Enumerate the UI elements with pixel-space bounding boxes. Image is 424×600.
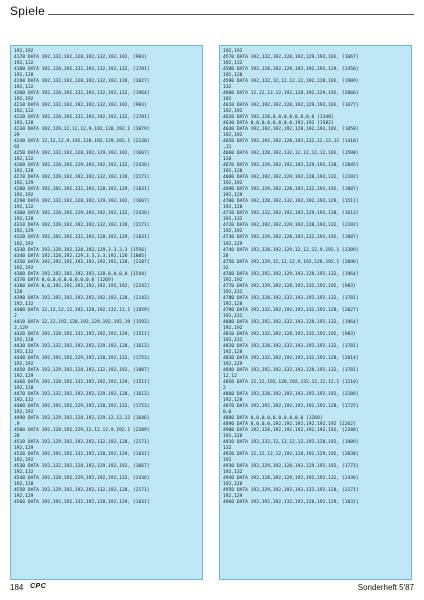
listing-line: 4880 DATA 0,0,0,0,0,0,0,0,0,0 [1269] bbox=[223, 415, 323, 421]
listing-line: 192,128 bbox=[14, 217, 34, 223]
listing-line: ,12 bbox=[223, 145, 232, 151]
listing-line: 4690 DATA 192,129,192,128,192,132,192,192, [1887] bbox=[223, 187, 359, 193]
listing-line: ,9 bbox=[14, 421, 20, 427]
listing-line: 192,132 bbox=[14, 61, 34, 67]
page-footer bbox=[10, 583, 414, 595]
listing-line: 4370 DATA 0,0,0,0,0,0,0,0,0,0 [1269] bbox=[14, 277, 114, 283]
listing-line: 4730 DATA 192,129,192,128,192,132,192,192, [1887] bbox=[223, 235, 359, 241]
listing-line: 2 bbox=[14, 313, 17, 319]
listing-line: 4340 DATA 192,128,192,129,3,3,3,3,192,128 [1805] bbox=[14, 253, 147, 259]
listing-line: 4890 DATA 0,0,0,0,192,192,192,192,192,192 [2262] bbox=[223, 421, 356, 427]
listing-line: 4550 DATA 192,129,192,192,192,132,192,128, [2171] bbox=[14, 488, 150, 494]
listing-line: 192,192 bbox=[14, 193, 34, 199]
listing-line: 4700 DATA 192,128,192,132,192,192,192,129, [1511] bbox=[223, 199, 359, 205]
listing-line: 2 bbox=[223, 385, 226, 391]
listing-line: 192,129 bbox=[223, 241, 243, 247]
listing-line: 28 bbox=[14, 434, 20, 439]
page-number: 184 bbox=[10, 583, 24, 592]
listing-line: 4260 DATA 192,128,192,129,192,192,192,132, [2436] bbox=[14, 163, 150, 169]
listing-line: 4210 DATA 192,132,192,192,192,132,192,192, [983] bbox=[14, 103, 147, 109]
listing-line: 4910 DATA 192,132,12,12,12,12,192,128,192, [1909] bbox=[223, 440, 359, 446]
listing-line: 192,129 bbox=[14, 446, 34, 452]
listing-line: 192,132 bbox=[14, 157, 34, 163]
listing-line: 192,129 bbox=[14, 229, 34, 235]
listing-line: 4680 DATA 192,192,192,129,192,128,192,132, [2192] bbox=[223, 175, 359, 181]
listing-line: 4960 DATA 192,192,192,132,192,128,192,129, [1831] bbox=[223, 500, 359, 506]
listing-line: 192,132 bbox=[223, 313, 243, 319]
listing-line: 192,128 bbox=[14, 121, 34, 127]
listing-line: 4780 DATA 192,128,192,132,192,192,192,132, [1781] bbox=[223, 295, 359, 301]
listing-line: 192,128 bbox=[14, 337, 34, 343]
listing-line: 4830 DATA 192,132,192,192,192,132,192,128, [2014] bbox=[223, 355, 359, 361]
listing-line: 192,128 bbox=[14, 385, 34, 391]
listing-line: 192 bbox=[223, 97, 232, 103]
listing-line: 4430 DATA 192,132,192,192,192,129,192,128, [1613] bbox=[14, 343, 150, 349]
listing-line: 4320 DATA 192,192,192,132,192,128,192,129, [1831] bbox=[14, 235, 150, 241]
listing-line: 12,12 bbox=[223, 373, 237, 379]
listing-line: 4220 DATA 192,128,192,132,192,192,192,132, [1781] bbox=[14, 115, 150, 121]
listing-line: 192,132 bbox=[223, 289, 243, 295]
issue-label: Sonderheft 5'87 bbox=[357, 583, 414, 592]
listing-line: 192,129 bbox=[223, 361, 243, 367]
listing-line: 4510 DATA 192,129,192,192,192,132,192,128, [2171] bbox=[14, 440, 150, 446]
listing-line: 4620 DATA 192,128,0,0,0,0,0,0,0,0 [1348] bbox=[223, 115, 334, 121]
listing-line: 4590 DATA 192,132,12,12,12,12,192,128,192, [1909] bbox=[223, 79, 359, 85]
listing-line: 192,128 bbox=[14, 482, 34, 488]
listing-column-left bbox=[10, 45, 203, 580]
listing-line: 192,132 bbox=[223, 470, 243, 476]
listing-line: 4860 DATA 192,128,192,192,192,192,192,192, [2288] bbox=[223, 391, 359, 397]
listing-line: 0,0 bbox=[223, 409, 232, 415]
listing-line: 192,128 bbox=[223, 169, 243, 175]
listing-line: 4580 DATA 192,128,192,129,192,192,192,129, [2456] bbox=[223, 67, 359, 73]
listing-line: 192,192 bbox=[223, 229, 243, 235]
listing-line: 192,128 bbox=[14, 73, 34, 79]
listing-line: 4630 DATA 0,0,0,0,0,0,0,0,192,192 [1582] bbox=[223, 121, 334, 127]
listing-line: 192,129 bbox=[223, 494, 243, 500]
listing-line: 192,129 bbox=[14, 181, 34, 187]
listing-line: 4280 DATA 192,192,192,132,192,128,192,129, [1831] bbox=[14, 187, 150, 193]
listing-line: 4190 DATA 192,132,192,128,192,132,192,128, [2027] bbox=[14, 79, 150, 85]
listing-line: 4300 DATA 192,128,192,129,192,192,192,132, [2436] bbox=[14, 211, 150, 217]
listing-line: 192 bbox=[223, 458, 232, 464]
listing-line: 32 bbox=[223, 265, 229, 271]
listing-line: 4520 DATA 192,192,192,132,192,128,192,129, [1831] bbox=[14, 452, 150, 458]
listing-line: 132 bbox=[223, 85, 232, 91]
page-header bbox=[10, 2, 414, 24]
listing-line: 4640 DATA 192,192,192,192,128,192,192,192, [1858] bbox=[223, 127, 359, 133]
listing-line: 192,132 bbox=[14, 470, 34, 476]
listing-line: 4230 DATA 192,129,12,12,12,9,192,128,192,1 [2079] bbox=[14, 127, 150, 133]
listing-line: 4440 DATA 192,192,192,129,192,128,192,132, [1753] bbox=[14, 355, 150, 361]
listing-line: 192,132 bbox=[14, 109, 34, 115]
listing-line: 4500 DATA 192,128,192,129,12,12,12,9,192,1 [2209] bbox=[14, 427, 150, 433]
listing-line: 4390 DATA 192,192,192,192,192,192,192,128, [2143] bbox=[14, 295, 150, 301]
listing-line: 192,128 bbox=[14, 169, 34, 175]
listing-line: 4530 DATA 192,132,192,128,192,129,192,192, [1667] bbox=[14, 464, 150, 470]
listing-line: 4600 DATA 12,12,12,12,192,128,192,129,192, [2066] bbox=[223, 91, 359, 97]
listing-line: 4900 DATA 192,128,192,192,192,192,192,192, [2288] bbox=[223, 427, 359, 433]
listing-line: 4570 DATA 192,132,192,128,192,129,192,192, [1667] bbox=[223, 55, 359, 61]
listing-line: 192,132 bbox=[14, 205, 34, 211]
magazine-logo: CPC bbox=[30, 583, 47, 590]
listing-line: 4200 DATA 192,128,192,132,192,132,192,132, [1964] bbox=[14, 91, 150, 97]
listing-line: 128 bbox=[14, 289, 23, 295]
listing-line: 4460 DATA 192,128,192,132,192,192,192,129, [1511] bbox=[14, 379, 150, 385]
listing-line: 4820 DATA 192,128,192,132,192,192,192,132, [1781] bbox=[223, 343, 359, 349]
listing-line: 4470 DATA 192,132,192,192,192,129,192,128, [1613] bbox=[14, 391, 150, 397]
listing-line: 4170 DATA 192,132,192,128,192,132,192,192, [983] bbox=[14, 55, 147, 61]
listing-line: 192,132 bbox=[223, 337, 243, 343]
listing-line: 4560 DATA 192,192,192,132,192,128,192,129, [1831] bbox=[14, 500, 150, 506]
listing-line: 192,132 bbox=[223, 61, 243, 67]
listing-line: 192,192 bbox=[223, 109, 243, 115]
section-title: Spiele bbox=[10, 4, 46, 18]
listing-column-right bbox=[219, 45, 412, 580]
listing-line: 2,129 bbox=[14, 325, 28, 331]
listing-line: 4410 DATA 12,12,192,128,192,129,192,192,19 [1593] bbox=[14, 319, 150, 325]
listing-line: 192,192 bbox=[14, 97, 34, 103]
listing-line: 28 bbox=[223, 253, 229, 259]
listing-line: 192,132 bbox=[223, 217, 243, 223]
listing-line: 192,128 bbox=[223, 73, 243, 79]
listing-line: 192,132 bbox=[14, 397, 34, 403]
listing-line: 192,192 bbox=[223, 49, 243, 54]
listing-line: 4360 DATA 192,192,192,192,192,128,0,0,0,0 [1544] bbox=[14, 271, 147, 277]
listing-line: 4660 DATA 192,128,192,132,12,12,12,12,192, [1590] bbox=[223, 151, 359, 157]
listing-line: 192,128 bbox=[223, 301, 243, 307]
listing-line: 192,192 bbox=[14, 241, 34, 247]
listing-line: 4310 DATA 192,129,192,192,192,132,192,128, [2171] bbox=[14, 223, 150, 229]
listing-line: 4710 DATA 192,132,192,192,192,129,192,128, [1613] bbox=[223, 211, 359, 217]
listing-line: 4760 DATA 192,192,192,129,192,128,192,132, [1964] bbox=[223, 271, 359, 277]
listing-line: 4490 DATA 192,129,192,128,192,129,12,12,12 [1646] bbox=[14, 415, 150, 421]
listing-line: 4420 DATA 192,128,192,132,192,192,192,129, [1511] bbox=[14, 331, 150, 337]
listing-line: 4750 DATA 192,129,12,12,12,9,192,128,192,1 [2096] bbox=[223, 259, 359, 265]
header-rule bbox=[48, 14, 414, 15]
listing-line: 192,192 bbox=[14, 265, 34, 271]
listing-line: 4770 DATA 192,129,192,128,192,132,192,192, [983] bbox=[223, 283, 356, 289]
listing-line: 192,132 bbox=[14, 349, 34, 355]
listing-line: 4670 DATA 192,129,192,192,192,129,192,128, [2045] bbox=[223, 163, 359, 169]
listing-line: 192,128 bbox=[223, 205, 243, 211]
listing-line: 4610 DATA 192,192,192,128,192,129,192,192, [1677] bbox=[223, 103, 359, 109]
listing-line: 192,192 bbox=[223, 181, 243, 187]
listing-line: 192,192 bbox=[14, 409, 34, 415]
listing-line: 192,128 bbox=[223, 482, 243, 488]
listing-line: 4650 DATA 192,192,192,128,192,132,12,12,12 [1418] bbox=[223, 139, 359, 145]
listing-line: 192,192 bbox=[14, 458, 34, 464]
listing-line: 4270 DATA 192,129,192,192,192,132,192,128, [2171] bbox=[14, 175, 150, 181]
listing-line: 4400 DATA 12,12,12,12,192,128,192,132,11,1 [1859] bbox=[14, 307, 150, 313]
listing-line: 132 bbox=[223, 446, 232, 452]
listing-line: 4240 DATA 12,12,12,9,192,128,192,129,192,1 [2138] bbox=[14, 139, 150, 145]
listing-line: 192,132 bbox=[14, 85, 34, 91]
listing-line: 192,129 bbox=[14, 373, 34, 379]
listing-line: 92 bbox=[14, 145, 20, 151]
listing-line: 4850 DATA 12,12,192,128,192,132,12,12,12,1 [1210] bbox=[223, 379, 359, 385]
listing-line: 192,128 bbox=[223, 397, 243, 403]
listing-line: 4810 DATA 192,132,192,128,192,132,192,192, [983] bbox=[223, 331, 356, 337]
listing-line: 4870 DATA 192,192,192,192,192,192,192,128, [1725] bbox=[223, 403, 359, 409]
listing-line: 4180 DATA 192,128,192,132,192,132,192,132, [1781] bbox=[14, 67, 150, 73]
listing-line: 4720 DATA 192,192,192,129,192,128,192,132, [2192] bbox=[223, 223, 359, 229]
listing-line: 4450 DATA 192,129,192,128,192,132,192,192, [1887] bbox=[14, 367, 150, 373]
listing-line: 29 bbox=[14, 133, 20, 139]
listing-line: 192,128 bbox=[223, 434, 243, 439]
listing-line: 4840 DATA 192,192,192,132,192,128,192,132, [1781] bbox=[223, 367, 359, 373]
listing-line: 4380 DATA 0,0,192,192,192,192,192,192,192, [2242] bbox=[14, 283, 150, 289]
listing-line: 4290 DATA 192,132,192,128,192,129,192,192, [1667] bbox=[14, 199, 150, 205]
listing-line: 4940 DATA 192,128,192,129,192,192,192,132, [2436] bbox=[223, 476, 359, 482]
listing-line: 192,129 bbox=[14, 494, 34, 500]
listing-line: 192,129 bbox=[223, 193, 243, 199]
listing-line: 192,192 bbox=[223, 133, 243, 139]
listing-line: 4480 DATA 192,192,192,129,192,128,192,132, [1753] bbox=[14, 403, 150, 409]
listing-line: 128 bbox=[223, 157, 232, 163]
listing-line: 4350 DATA 192,192,192,192,192,192,192,128, [2187] bbox=[14, 259, 150, 265]
listing-line: 4540 DATA 192,128,192,129,192,192,192,132, [2436] bbox=[14, 476, 150, 482]
listing-line: 4790 DATA 192,132,192,192,192,132,192,128, [2027] bbox=[223, 307, 359, 313]
listing-line: 192,128 bbox=[223, 349, 243, 355]
listing-line: 4250 DATA 192,132,192,128,192,129,192,192, [1667] bbox=[14, 151, 150, 157]
listing-line: 4800 DATA 192,192,192,132,192,128,192,132, [1964] bbox=[223, 319, 359, 325]
listing-line: 192,192 bbox=[223, 325, 243, 331]
listing-line: 192,192 bbox=[14, 49, 34, 54]
listing-line: 192,192 bbox=[14, 361, 34, 367]
listing-line: 4950 DATA 192,129,192,192,192,132,192,128, [2171] bbox=[223, 488, 359, 494]
listing-line: 4930 DATA 192,129,192,128,192,129,192,192, [1773] bbox=[223, 464, 359, 470]
listing-line: 192,192 bbox=[223, 277, 243, 283]
listing-line: 4920 DATA 12,12,12,12,192,128,192,129,192, [2038] bbox=[223, 452, 359, 458]
listing-line: 4740 DATA 192,128,192,129,12,12,12,9,192,1 [2209] bbox=[223, 247, 359, 253]
listing-line: 192,132 bbox=[14, 301, 34, 307]
listing-line: 4330 DATA 192,129,192,128,192,129,3,3,3,3 [1556] bbox=[14, 247, 147, 253]
